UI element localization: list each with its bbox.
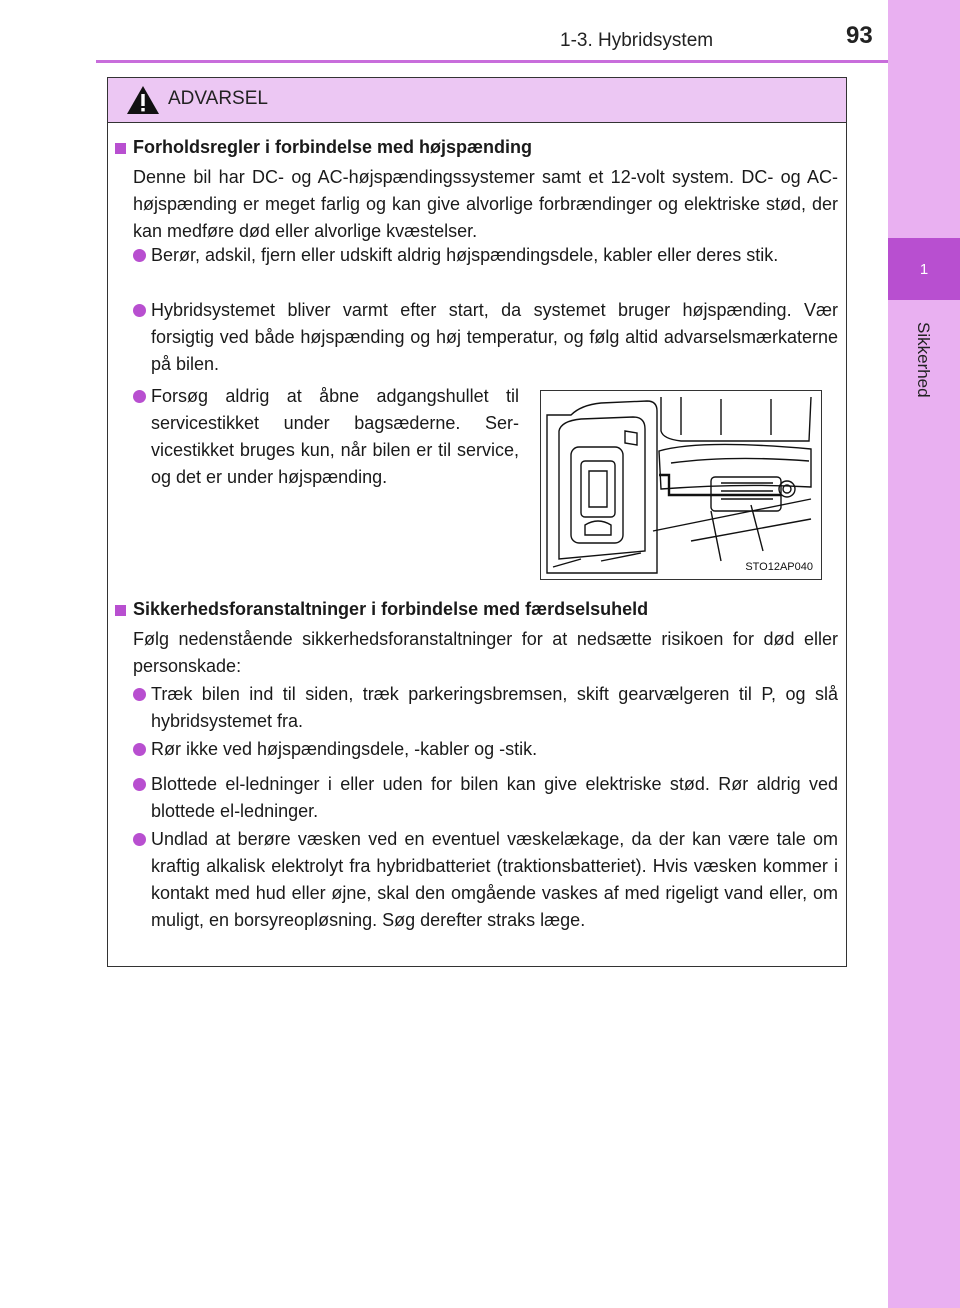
header-rule bbox=[96, 60, 888, 63]
bullet-dot bbox=[133, 390, 146, 403]
section-intro-high-voltage: Denne bil har DC- og AC-højspændingssystemer samt et 12-volt system. DC- og AC-højspænding er meget farlig og kan give alvorlige forbrændinger og elektriske stød, der kan medføre død eller alvorlige kvæstelser. bbox=[133, 167, 838, 241]
bullet-item: Undlad at berøre væsken ved en eventuel væskelækage, da der kan være tale om kraftig alkalisk elektrolyt fra hybridbatteriet (traktionsbatteriet). Hvis væsken kommer i kontakt med hud eller øjne, skal den omgående vaskes af med rigeligt vand eller, om muligt, en borsyreopløsning. Søg derefter straks læge. bbox=[151, 829, 838, 930]
bullet-dot bbox=[133, 688, 146, 701]
chapter-label-area bbox=[888, 300, 960, 480]
warning-header bbox=[108, 78, 846, 123]
warning-triangle-icon bbox=[126, 85, 160, 115]
bullet-item: Blottede el-ledninger i eller uden for bilen kan give elektriske stød. Rør aldrig ved blottede el-ledninger. bbox=[151, 774, 838, 821]
bullet-dot bbox=[133, 249, 146, 262]
warning-title: ADVARSEL bbox=[168, 88, 268, 109]
section-marker-square bbox=[115, 605, 126, 616]
bullet-dot bbox=[133, 778, 146, 791]
figure-code: STO12AP040 bbox=[745, 561, 813, 573]
page-number: 93 bbox=[846, 22, 873, 49]
bullet-dot bbox=[133, 833, 146, 846]
service-plug-illustration bbox=[541, 391, 821, 579]
bullet-item: Rør ikke ved højspændingsdele, -kabler og -stik. bbox=[151, 739, 538, 759]
bullet-item: Forsøg aldrig at åbne adgangshullet til servicestikket under bagsæderne. Ser-vicestikket bruges kun, når bilen er til service, og det er under højspænding. bbox=[151, 386, 519, 487]
bullet-item: Berør, adskil, fjern eller udskift aldrig højspændingsdele, kabler eller deres stik. bbox=[151, 245, 779, 265]
section-heading-accident: Sikkerhedsforanstaltninger i forbindelse med færdselsuheld bbox=[133, 599, 649, 619]
section-marker-square bbox=[115, 143, 126, 154]
bullet-item: Træk bilen ind til siden, træk parkeringsbremsen, skift gearvælgeren til P, og slå hybridsystemet fra. bbox=[151, 684, 838, 731]
chapter-side-tab bbox=[888, 0, 960, 1308]
bullet-dot bbox=[133, 304, 146, 317]
bullet-item: Hybridsystemet bliver varmt efter start, da systemet bruger højspænding. Vær forsigtig ved både højspænding og høj temperatur, og følg altid advarselsmærkaterne på bilen. bbox=[151, 300, 838, 374]
service-plug-figure bbox=[540, 390, 822, 580]
section-intro-accident: Følg nedenstående sikkerhedsforanstaltninger for at nedsætte risikoen for død eller personskade: bbox=[133, 629, 838, 676]
section-title: 1-3. Hybridsystem bbox=[560, 30, 714, 51]
bullet-dot bbox=[133, 743, 146, 756]
section-heading-high-voltage: Forholdsregler i forbindelse med højspænding bbox=[133, 137, 533, 157]
chapter-number: 1 bbox=[919, 260, 929, 278]
chapter-number-box bbox=[888, 238, 960, 300]
chapter-label: Sikkerhed bbox=[914, 322, 933, 398]
